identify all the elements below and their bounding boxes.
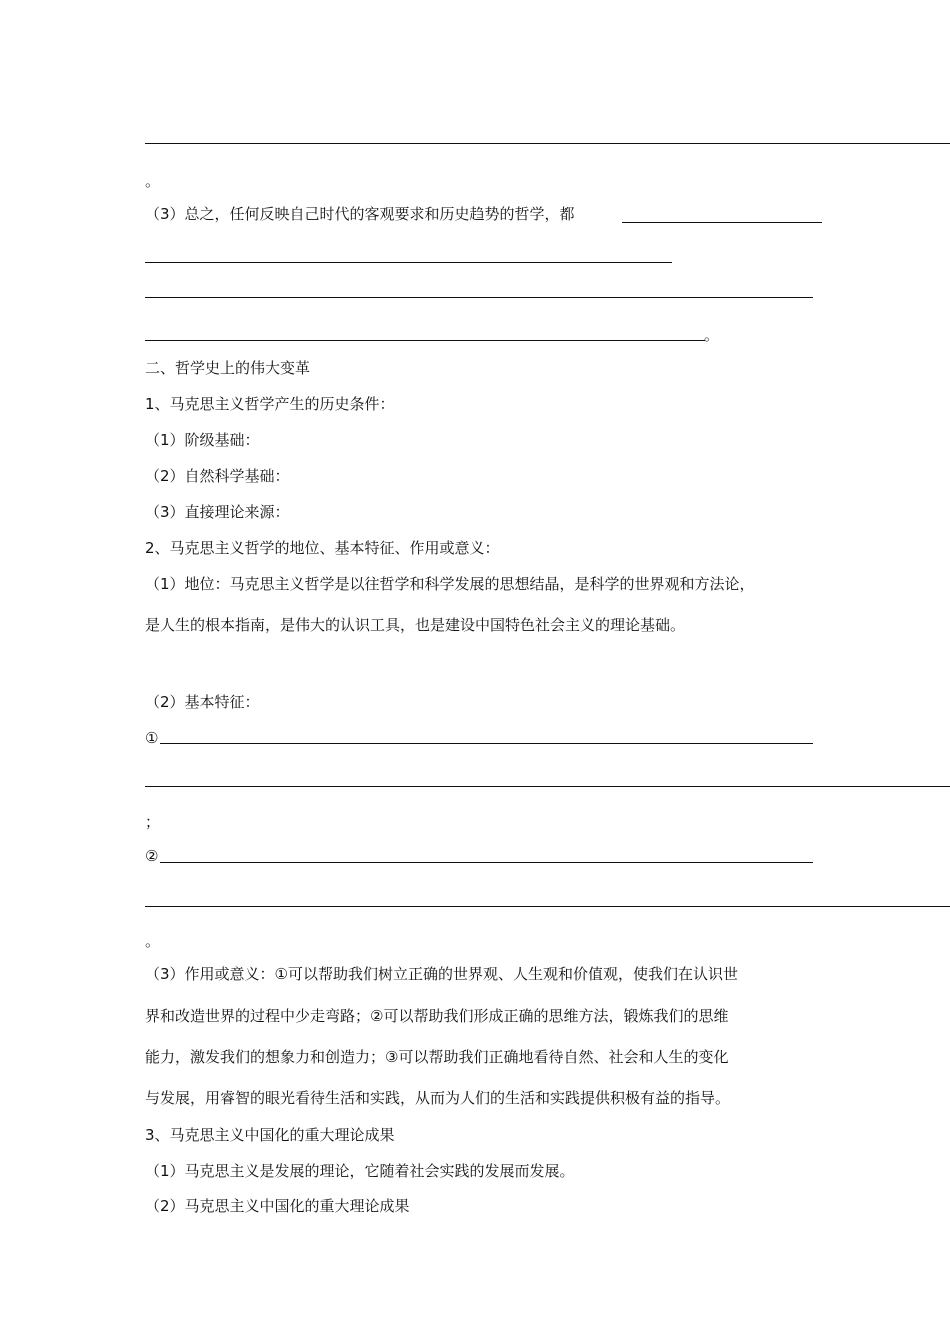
question-3-item-b: （2）马克思主义中国化的重大理论成果 — [145, 1197, 410, 1215]
question-3: 3、马克思主义中国化的重大理论成果 — [145, 1126, 395, 1144]
feature-2-blank[interactable] — [160, 862, 813, 863]
answer-blank-inline[interactable] — [622, 222, 822, 223]
effect-text-line: 界和改造世界的过程中少走弯路；②可以帮助我们形成正确的思维方法，锻炼我们的思维 — [145, 1007, 729, 1025]
effect-text-line: （3）作用或意义：①可以帮助我们树立正确的世界观、人生观和价值观，使我们在认识世 — [145, 965, 738, 983]
answer-blank-line[interactable] — [145, 262, 672, 263]
feature-2-marker: ② — [145, 847, 159, 865]
period-mark: 。 — [704, 326, 720, 344]
status-text-line: 是人生的根本指南，是伟大的认识工具，也是建设中国特色社会主义的理论基础。 — [145, 616, 686, 634]
question-1-item-c: （3）直接理论来源： — [145, 503, 290, 521]
answer-blank-line[interactable] — [145, 143, 950, 144]
answer-blank-line[interactable] — [145, 340, 705, 341]
summary-prompt: （3）总之，任何反映自己时代的客观要求和历史趋势的哲学，都 — [145, 205, 575, 223]
status-text-line: （1）地位：马克思主义哲学是以往哲学和科学发展的思想结晶，是科学的世界观和方法论， — [145, 575, 755, 593]
question-1-item-b: （2）自然科学基础： — [145, 467, 290, 485]
question-3-item-a: （1）马克思主义是发展的理论，它随着社会实践的发展而发展。 — [145, 1162, 575, 1180]
answer-blank-line[interactable] — [145, 297, 813, 298]
feature-1-blank-cont[interactable] — [145, 786, 950, 787]
feature-2-blank-cont[interactable] — [145, 906, 950, 907]
semicolon-mark: ； — [145, 813, 161, 831]
period-mark: 。 — [145, 932, 161, 950]
question-2: 2、马克思主义哲学的地位、基本特征、作用或意义： — [145, 539, 500, 557]
period-mark: 。 — [145, 172, 161, 190]
effect-text-line: 与发展，用睿智的眼光看待生活和实践，从而为人们的生活和实践提供积极有益的指导。 — [145, 1089, 731, 1107]
features-label: （2）基本特征： — [145, 693, 260, 711]
section-heading: 二、哲学史上的伟大变革 — [145, 359, 311, 377]
question-1-item-a: （1）阶级基础： — [145, 431, 260, 449]
question-1: 1、马克思主义哲学产生的历史条件： — [145, 395, 395, 413]
effect-text-line: 能力，激发我们的想象力和创造力；③可以帮助我们正确地看待自然、社会和人生的变化 — [145, 1048, 729, 1066]
feature-1-marker: ① — [145, 729, 159, 747]
feature-1-blank[interactable] — [160, 743, 813, 744]
